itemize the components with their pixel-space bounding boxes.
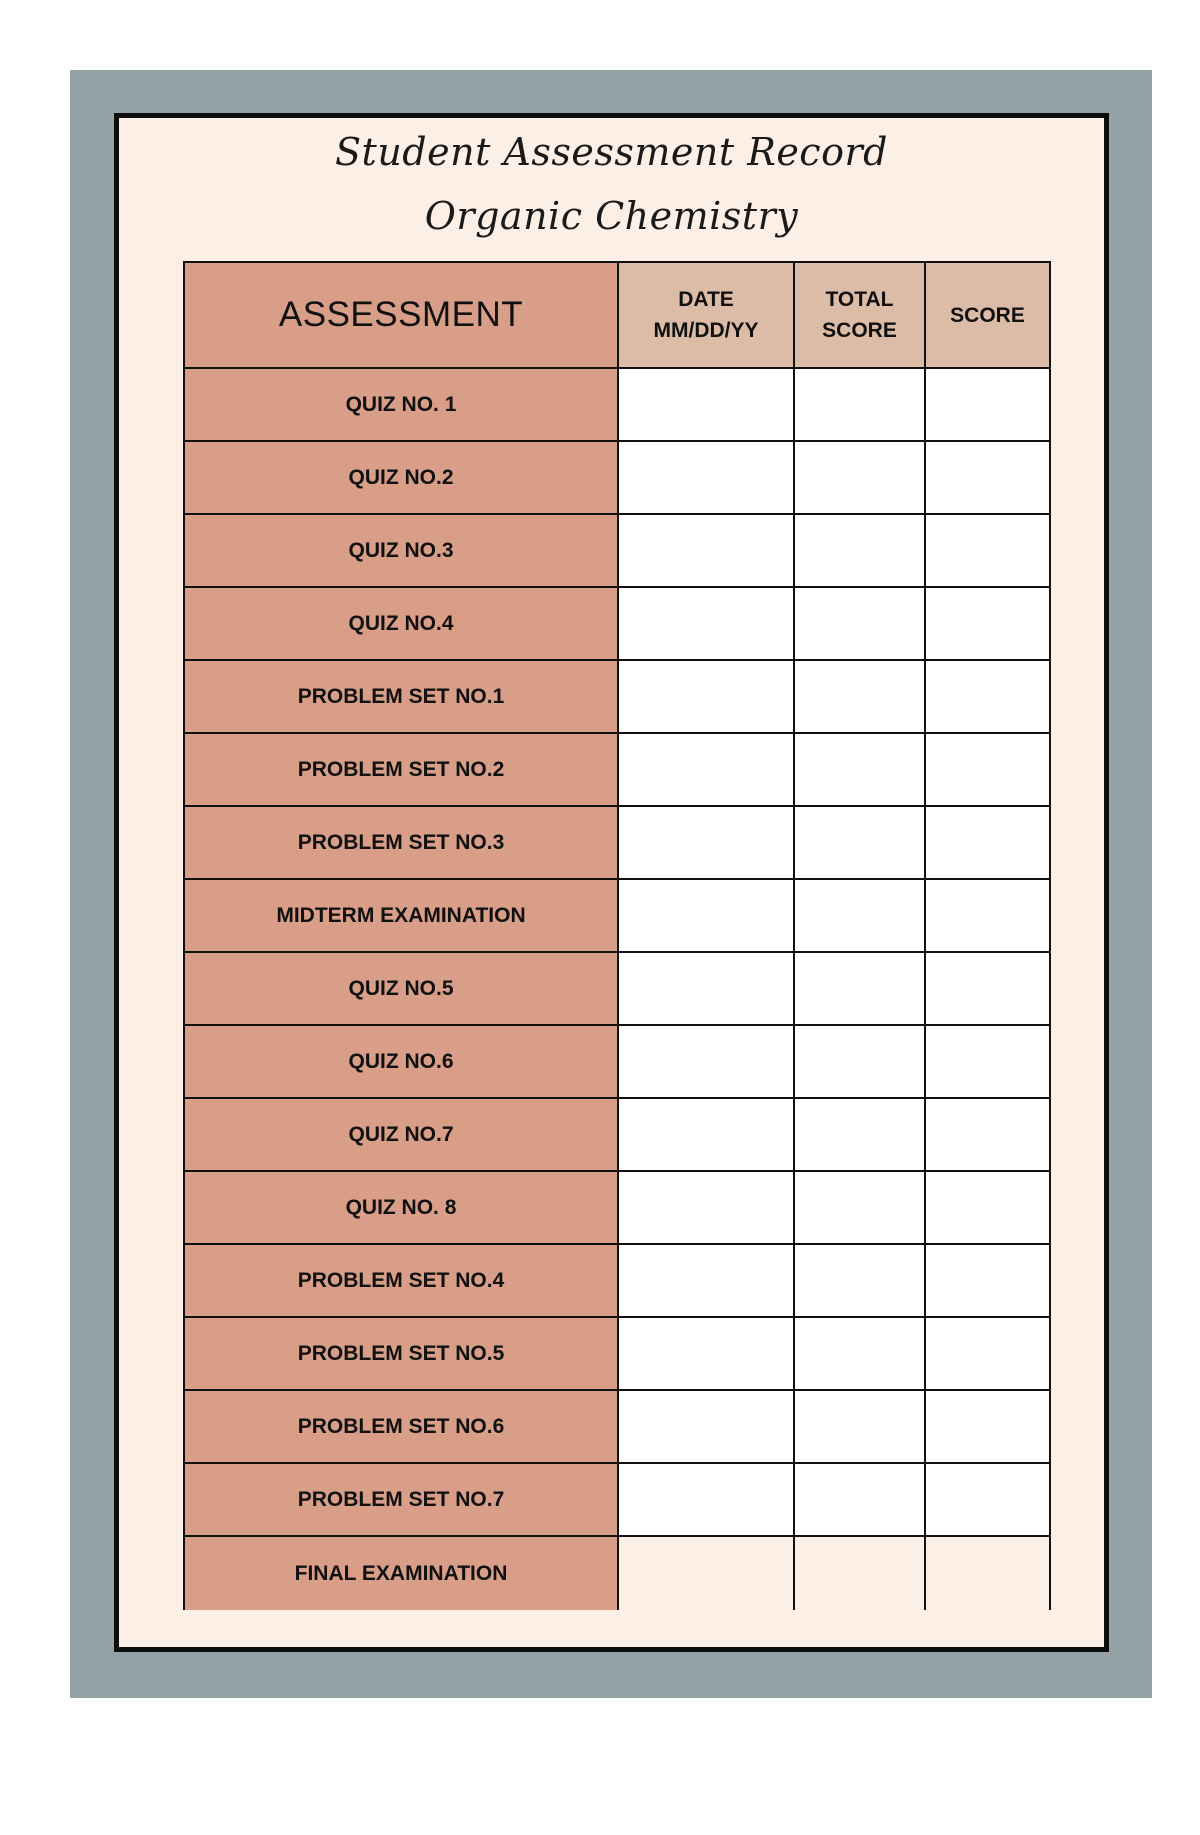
date-cell[interactable] [618, 368, 794, 441]
assessment-table [183, 261, 1051, 1610]
assessment-label: QUIZ NO.6 [184, 1025, 618, 1098]
score-cell[interactable] [925, 441, 1050, 514]
total-score-cell[interactable] [794, 1171, 925, 1244]
table-row [184, 1390, 1050, 1463]
total-score-cell[interactable] [794, 1244, 925, 1317]
total-score-column-header [794, 262, 925, 368]
total-score-cell[interactable] [794, 1536, 925, 1610]
total-score-cell[interactable] [794, 879, 925, 952]
date-header-line2: MM/DD/YY [653, 319, 759, 342]
score-cell[interactable] [925, 368, 1050, 441]
date-cell[interactable] [618, 514, 794, 587]
table-header-row [184, 262, 1050, 368]
total-header-line1: TOTAL [825, 288, 894, 311]
table-row [184, 1317, 1050, 1390]
assessment-label: PROBLEM SET NO.4 [184, 1244, 618, 1317]
score-cell[interactable] [925, 1317, 1050, 1390]
table-row [184, 587, 1050, 660]
record-card [114, 113, 1109, 1652]
assessment-label: PROBLEM SET NO.6 [184, 1390, 618, 1463]
total-score-cell[interactable] [794, 1098, 925, 1171]
score-cell[interactable] [925, 1463, 1050, 1536]
table-row [184, 368, 1050, 441]
table-row [184, 1171, 1050, 1244]
table-row [184, 1098, 1050, 1171]
date-cell[interactable] [618, 1244, 794, 1317]
score-column-header: SCORE [925, 262, 1050, 368]
assessment-label: QUIZ NO. 1 [184, 368, 618, 441]
score-cell[interactable] [925, 733, 1050, 806]
total-header-line2: SCORE [822, 319, 897, 342]
assessment-label: QUIZ NO.5 [184, 952, 618, 1025]
assessment-column-header: ASSESSMENT [184, 262, 618, 368]
score-cell[interactable] [925, 1244, 1050, 1317]
date-cell[interactable] [618, 806, 794, 879]
total-score-cell[interactable] [794, 1317, 925, 1390]
score-cell[interactable] [925, 1390, 1050, 1463]
total-score-cell[interactable] [794, 1025, 925, 1098]
date-cell[interactable] [618, 1463, 794, 1536]
table-row [184, 514, 1050, 587]
total-score-cell[interactable] [794, 368, 925, 441]
score-cell[interactable] [925, 1098, 1050, 1171]
page-title: Student Assessment Record [335, 130, 888, 174]
score-cell[interactable] [925, 1025, 1050, 1098]
assessment-label: QUIZ NO.2 [184, 441, 618, 514]
score-cell[interactable] [925, 1536, 1050, 1610]
date-cell[interactable] [618, 1317, 794, 1390]
total-score-cell[interactable] [794, 806, 925, 879]
score-cell[interactable] [925, 514, 1050, 587]
table-row [184, 660, 1050, 733]
date-column-header [618, 262, 794, 368]
date-header-line1: DATE [678, 288, 734, 311]
date-cell[interactable] [618, 1536, 794, 1610]
assessment-label: PROBLEM SET NO.3 [184, 806, 618, 879]
score-cell[interactable] [925, 879, 1050, 952]
score-cell[interactable] [925, 1171, 1050, 1244]
total-score-cell[interactable] [794, 1390, 925, 1463]
score-cell[interactable] [925, 660, 1050, 733]
assessment-label: PROBLEM SET NO.5 [184, 1317, 618, 1390]
assessment-label: FINAL EXAMINATION [184, 1536, 618, 1610]
table-row [184, 1463, 1050, 1536]
table-row [184, 879, 1050, 952]
score-cell[interactable] [925, 952, 1050, 1025]
table-row [184, 733, 1050, 806]
total-score-cell[interactable] [794, 952, 925, 1025]
date-cell[interactable] [618, 441, 794, 514]
date-cell[interactable] [618, 1098, 794, 1171]
score-cell[interactable] [925, 587, 1050, 660]
assessment-label: PROBLEM SET NO.7 [184, 1463, 618, 1536]
total-score-cell[interactable] [794, 733, 925, 806]
total-score-cell[interactable] [794, 660, 925, 733]
date-cell[interactable] [618, 879, 794, 952]
date-cell[interactable] [618, 587, 794, 660]
total-score-cell[interactable] [794, 1463, 925, 1536]
table-row [184, 1025, 1050, 1098]
table-row [184, 441, 1050, 514]
course-subtitle: Organic Chemistry [424, 194, 799, 238]
assessment-label: QUIZ NO. 8 [184, 1171, 618, 1244]
assessment-label: PROBLEM SET NO.2 [184, 733, 618, 806]
score-cell[interactable] [925, 806, 1050, 879]
date-cell[interactable] [618, 733, 794, 806]
total-score-cell[interactable] [794, 514, 925, 587]
total-score-cell[interactable] [794, 587, 925, 660]
date-cell[interactable] [618, 1025, 794, 1098]
table-row [184, 952, 1050, 1025]
assessment-label: PROBLEM SET NO.1 [184, 660, 618, 733]
assessment-label: QUIZ NO.3 [184, 514, 618, 587]
assessment-label: QUIZ NO.7 [184, 1098, 618, 1171]
date-cell[interactable] [618, 952, 794, 1025]
total-score-cell[interactable] [794, 441, 925, 514]
table-row [184, 1244, 1050, 1317]
date-cell[interactable] [618, 1390, 794, 1463]
assessment-label: MIDTERM EXAMINATION [184, 879, 618, 952]
date-cell[interactable] [618, 660, 794, 733]
date-cell[interactable] [618, 1171, 794, 1244]
table-row [184, 1536, 1050, 1610]
assessment-label: QUIZ NO.4 [184, 587, 618, 660]
table-row [184, 806, 1050, 879]
